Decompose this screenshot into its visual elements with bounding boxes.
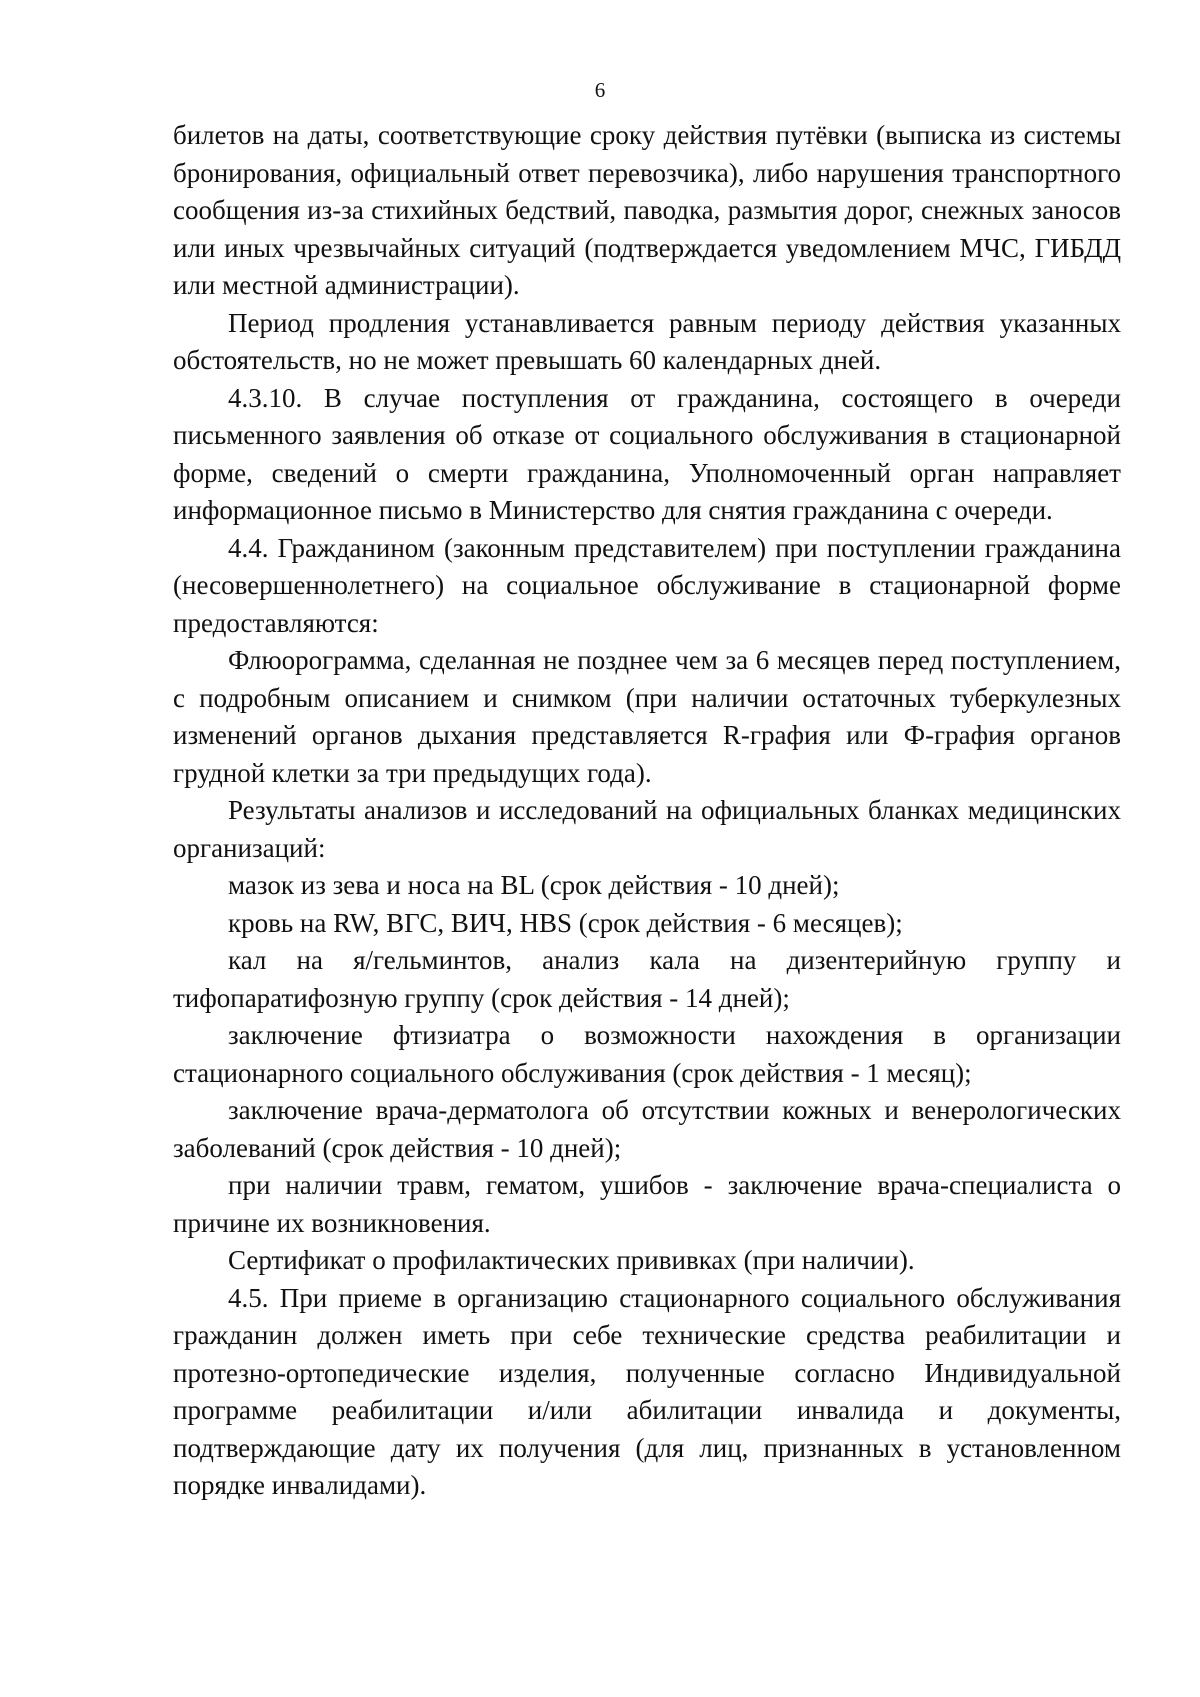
paragraph-extension-period: Период продления устанавливается равным периоду действия указанных обстоятельств, но не может превышать 60 календарных дней. (173, 307, 1121, 375)
paragraph-4-3-10: 4.3.10. В случае поступления от гражданина, состоящего в очереди письменного заявления об отказе от социального обслуживания в стационарной форме, сведений о смерти гражданина, Уполномоченный орган направляет информационное письмо в Министерство для снятия гражданина с очереди. (173, 382, 1121, 525)
paragraph-4-4: 4.4. Гражданином (законным представителем) при поступлении гражданина (несовершеннолетнего) на социальное обслуживание в стационарной форме предоставляются: (173, 532, 1121, 638)
list-item-injuries: при наличии травм, гематом, ушибов - заключение врача-специалиста о причине их возникновения. (173, 1170, 1121, 1238)
paragraph-4-5: 4.5. При приеме в организацию стационарного социального обслуживания гражданин должен иметь при себе технические средства реабилитации и протезно-ортопедические изделия, полученные согласно Индивидуальной программе реабилитации и/или абилитации инвалида и документы, подтверждающие дату их получения (для лиц, признанных в установленном порядке инвалидами). (173, 1282, 1121, 1500)
paragraph-vaccination-certificate: Сертификат о профилактических прививках (при наличии). (228, 1245, 915, 1275)
paragraph-test-results: Результаты анализов и исследований на официальных бланках медицинских организаций: (173, 795, 1121, 863)
page-number: 6 (594, 78, 606, 102)
list-item-swab: мазок из зева и носа на BL (срок действия - 10 дней); (228, 870, 840, 900)
list-item-stool: кал на я/гельминтов, анализ кала на дизентерийную группу и тифопаратифозную группу (срок действия - 14 дней); (173, 945, 1121, 1013)
list-item-dermatologist: заключение врача-дерматолога об отсутствии кожных и венерологических заболеваний (срок действия - 10 дней); (173, 1095, 1121, 1163)
list-item-phthisiatrician: заключение фтизиатра о возможности нахождения в организации стационарного социального обслуживания (срок действия - 1 месяц); (173, 1020, 1121, 1088)
list-item-blood: кровь на RW, ВГС, ВИЧ, HBS (срок действия - 6 месяцев); (228, 907, 903, 938)
paragraph-continuation: билетов на даты, соответствующие сроку действия путёвки (выписка из системы бронирования, официальный ответ перевозчика), либо нарушения транспортного сообщения из-за стихийных бедствий, паводка, размытия дорог, снежных заносов или иных чрезвычайных ситуаций (подтверждается уведомлением МЧС, ГИБДД или местной администрации). (173, 120, 1121, 300)
document-body (173, 117, 1121, 1505)
paragraph-fluorogram: Флюорограмма, сделанная не позднее чем за 6 месяцев перед поступлением, с подробным описанием и снимком (при наличии остаточных туберкулезных изменений органов дыхания представляется R-графия или Ф-графия органов грудной клетки за три предыдущих года). (173, 645, 1121, 788)
